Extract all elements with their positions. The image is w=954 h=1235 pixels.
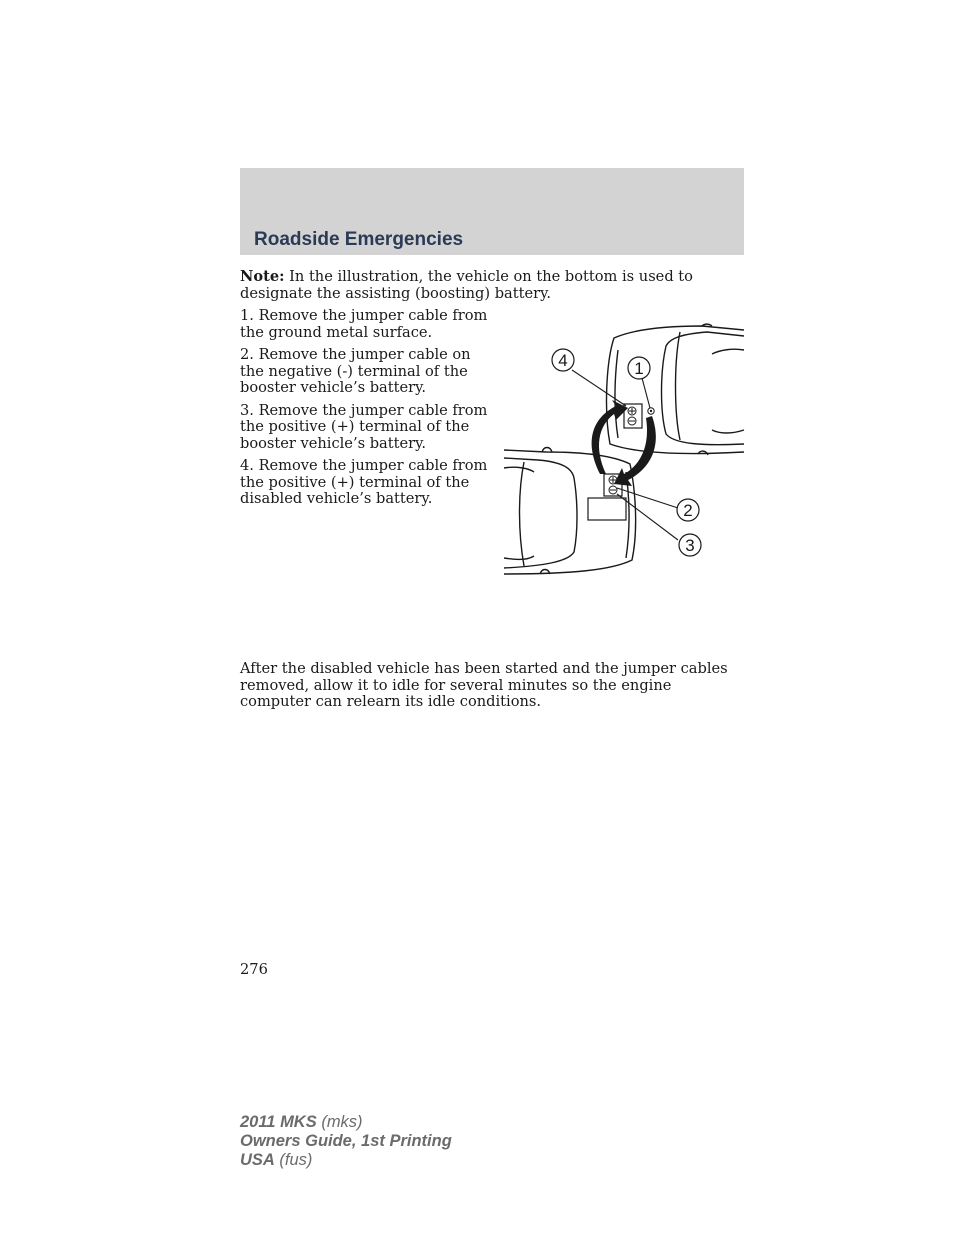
- footer-market: USA: [240, 1151, 275, 1169]
- footer-model: 2011 MKS: [240, 1113, 317, 1131]
- section-header-band: [240, 168, 744, 255]
- note-paragraph: [240, 269, 744, 302]
- callout-3: 3: [685, 536, 695, 555]
- footer-edition: Owners Guide, 1st Printing: [240, 1132, 452, 1150]
- callout-1: 1: [634, 359, 644, 378]
- step-item: 2. Remove the jumper cable on the negative (-) terminal of the booster vehicle’s battery.: [240, 346, 471, 396]
- step-item: 4. Remove the jumper cable from the positive (+) terminal of the disabled vehicle’s battery.: [240, 457, 488, 507]
- note-text: In the illustration, the vehicle on the bottom is used to designate the assisting (boosting) battery.: [240, 268, 693, 302]
- step-item: 3. Remove the jumper cable from the positive (+) terminal of the booster vehicle’s battery.: [240, 401, 488, 452]
- section-title: Roadside Emergencies: [254, 229, 464, 250]
- callout-4: 4: [558, 351, 568, 370]
- page-number: 276: [240, 961, 268, 978]
- booster-vehicle: [504, 448, 636, 575]
- footer-model-code: (mks): [316, 1113, 363, 1131]
- document-footer: [240, 1113, 452, 1170]
- jumper-cable-illustration: [502, 322, 746, 578]
- note-label: Note:: [240, 268, 285, 285]
- disabled-vehicle: [607, 324, 744, 455]
- footer-market-code: (fus): [274, 1151, 313, 1169]
- step-item: 1. Remove the jumper cable from the ground metal surface.: [240, 307, 488, 341]
- removal-steps-list: [240, 308, 490, 514]
- callout-2: 2: [683, 501, 693, 520]
- after-start-paragraph: After the disabled vehicle has been started and the jumper cables removed, allow it to idle for several minutes so the engine computer can relearn its idle conditions.: [240, 660, 728, 710]
